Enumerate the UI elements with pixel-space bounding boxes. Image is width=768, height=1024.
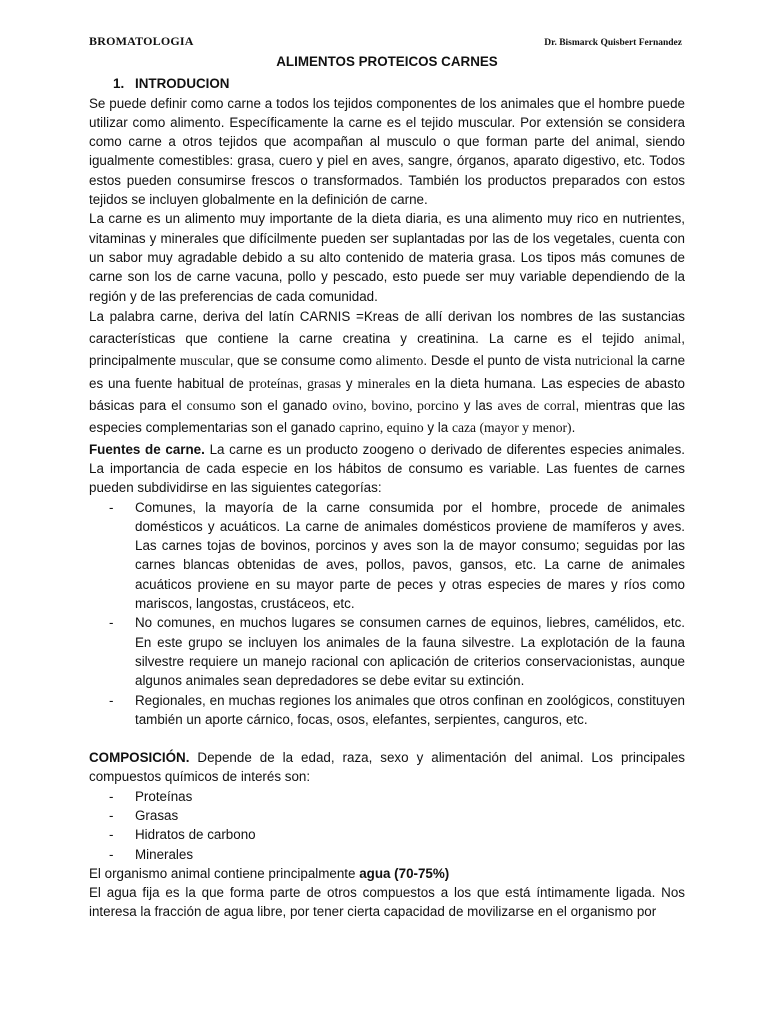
text-run: . <box>571 420 576 436</box>
text-run: . Desde el punto de vista <box>423 353 575 369</box>
link-text: minerales <box>357 375 411 391</box>
link-text: alimento <box>375 353 424 369</box>
link-text: ovino, bovino, porcino <box>332 398 459 414</box>
list-item: - Comunes, la mayoría de la carne consumida por el hombre, procede de animales domésticos y acuáticos. La carne de animales domésticos proviene de mamíferos y aves. Las carnes tojas de bovinos, porcinos y aves son la de mayor consumo; seguidas por las carnes blancas obtenidas de aves, pollos, pavos, gansos, etc. La carne de animales acuáticos proviene en su mayor parte de peces y otras especies de mares y ríos como mariscos, langostas, crustáceos, etc. <box>89 498 685 614</box>
text-run: y la <box>423 420 452 436</box>
text-run: , principalmente <box>89 331 685 369</box>
list-item: - No comunes, en muchos lugares se consumen carnes de equinos, liebres, camélidos, etc. En este grupo se incluyen los animales de la fauna silvestre. La explotación de la fauna silvestre requiere un manejo racional con aplicación de criterios conservacionistas, aunque algunos animales sean depredadores se debe evitar su extinción. <box>89 613 685 690</box>
link-text: grasas <box>307 375 342 391</box>
link-text: animal <box>644 331 682 347</box>
list-item: - Regionales, en muchas regiones los animales que otros confinan en zoológicos, constituyen también un aporte cárnico, focas, osos, elefantes, serpientes, canguros, etc. <box>89 691 685 730</box>
fuentes-list <box>89 498 685 730</box>
list-item: - Minerales <box>89 845 685 864</box>
paragraph-fuentes <box>89 440 685 498</box>
text-run: , <box>298 375 308 391</box>
header-course: BROMATOLOGIA <box>89 34 194 48</box>
fuentes-text: La carne es un producto zoogeno o derivado de diferentes especies animales. La importancia de cada especie en los hábitos de consumo es variable. Las fuentes de carnes pueden subdividirse en las siguientes categorías: <box>89 441 685 496</box>
link-text: caza (mayor y menor) <box>451 420 572 436</box>
paragraph-importance: La carne es un alimento muy importante de la dieta diaria, es una alimento muy rico en nutrientes, vitaminas y minerales que difícilmente pueden ser suplantadas por las de los vegetales, cuenta con un sabor muy agradable debido a su alto contenido de materia grasa. Los tipos más comunes de carne son los de carne vacuna, pollo y pescado, esto puede ser muy variable dependiendo de la región y de las preferencias de cada comunidad. <box>89 211 685 304</box>
header-author: Dr. Bismarck Quisbert Fernandez <box>544 38 682 48</box>
text-run: La palabra carne, deriva del latín CARNIS =Kreas de allí derivan los nombres de las sustancias características que contiene la carne creatina y creatinina. La carne es el tejido <box>89 308 685 347</box>
list-item: - Hidratos de carbono <box>89 825 685 844</box>
composicion-label: COMPOSICIÓN. <box>89 750 190 766</box>
fuentes-label: Fuentes de carne. <box>89 441 205 457</box>
link-text: aves de corral <box>497 398 576 414</box>
document-body <box>89 52 685 922</box>
link-text: caprino, equino <box>339 420 424 436</box>
page-header <box>89 34 682 49</box>
link-text: nutricional <box>574 353 634 369</box>
paragraph-agua-fija: El agua fija es la que forma parte de otros compuestos a los que está íntimamente ligada. Nos interesa la fracción de agua libre, por tener cierta capacidad de movilizarse en el organismo por <box>89 885 685 920</box>
link-text: consumo <box>186 398 236 414</box>
text-run: y las <box>458 398 498 414</box>
composicion-text: Depende de la edad, raza, sexo y alimentación del animal. Los principales compuestos químicos de interés son: <box>89 750 685 785</box>
section-heading <box>89 74 685 93</box>
section-number: 1. <box>113 76 125 92</box>
text-run: son el ganado <box>235 398 333 414</box>
text-run: y <box>341 375 358 391</box>
agua-text: El organismo animal contiene principalmente <box>89 865 360 881</box>
paragraph-composicion <box>89 748 685 787</box>
link-text: proteínas <box>248 375 299 391</box>
text-run: en la dieta humana. Las especies de abasto básicas para el <box>89 375 685 414</box>
paragraph-definition: Se puede definir como carne a todos los tejidos componentes de los animales que el hombre puede utilizar como alimento. Específicamente la carne es el tejido muscular. Por extensión se considera como carne a otros tejidos que acompañan al musculo o que forman parte del animal, siendo igualmente comestibles: grasa, cuero y piel en aves, sangre, órganos, aparato digestivo, etc. Todos estos pueden consumirse frescos o transformados. También los productos preparados con estos tejidos se incluyen globalmente en la definición de carne. <box>89 95 685 208</box>
list-item: - Grasas <box>89 806 685 825</box>
agua-bold: agua (70-75%) <box>359 865 450 881</box>
text-run: , mientras que las especies complementarias son el ganado <box>89 398 685 436</box>
paragraph-agua <box>89 864 685 883</box>
list-item: - Proteínas <box>89 787 685 806</box>
section-title: INTRODUCION <box>135 76 230 92</box>
paragraph-etymology <box>89 306 685 440</box>
text-run: la carne es una fuente habitual de <box>89 353 686 391</box>
spacer <box>89 729 685 748</box>
text-run: , que se consume como <box>229 353 376 369</box>
link-text: muscular <box>179 353 230 369</box>
composicion-list <box>89 787 685 864</box>
document-title: ALIMENTOS PROTEICOS CARNES <box>276 54 498 69</box>
